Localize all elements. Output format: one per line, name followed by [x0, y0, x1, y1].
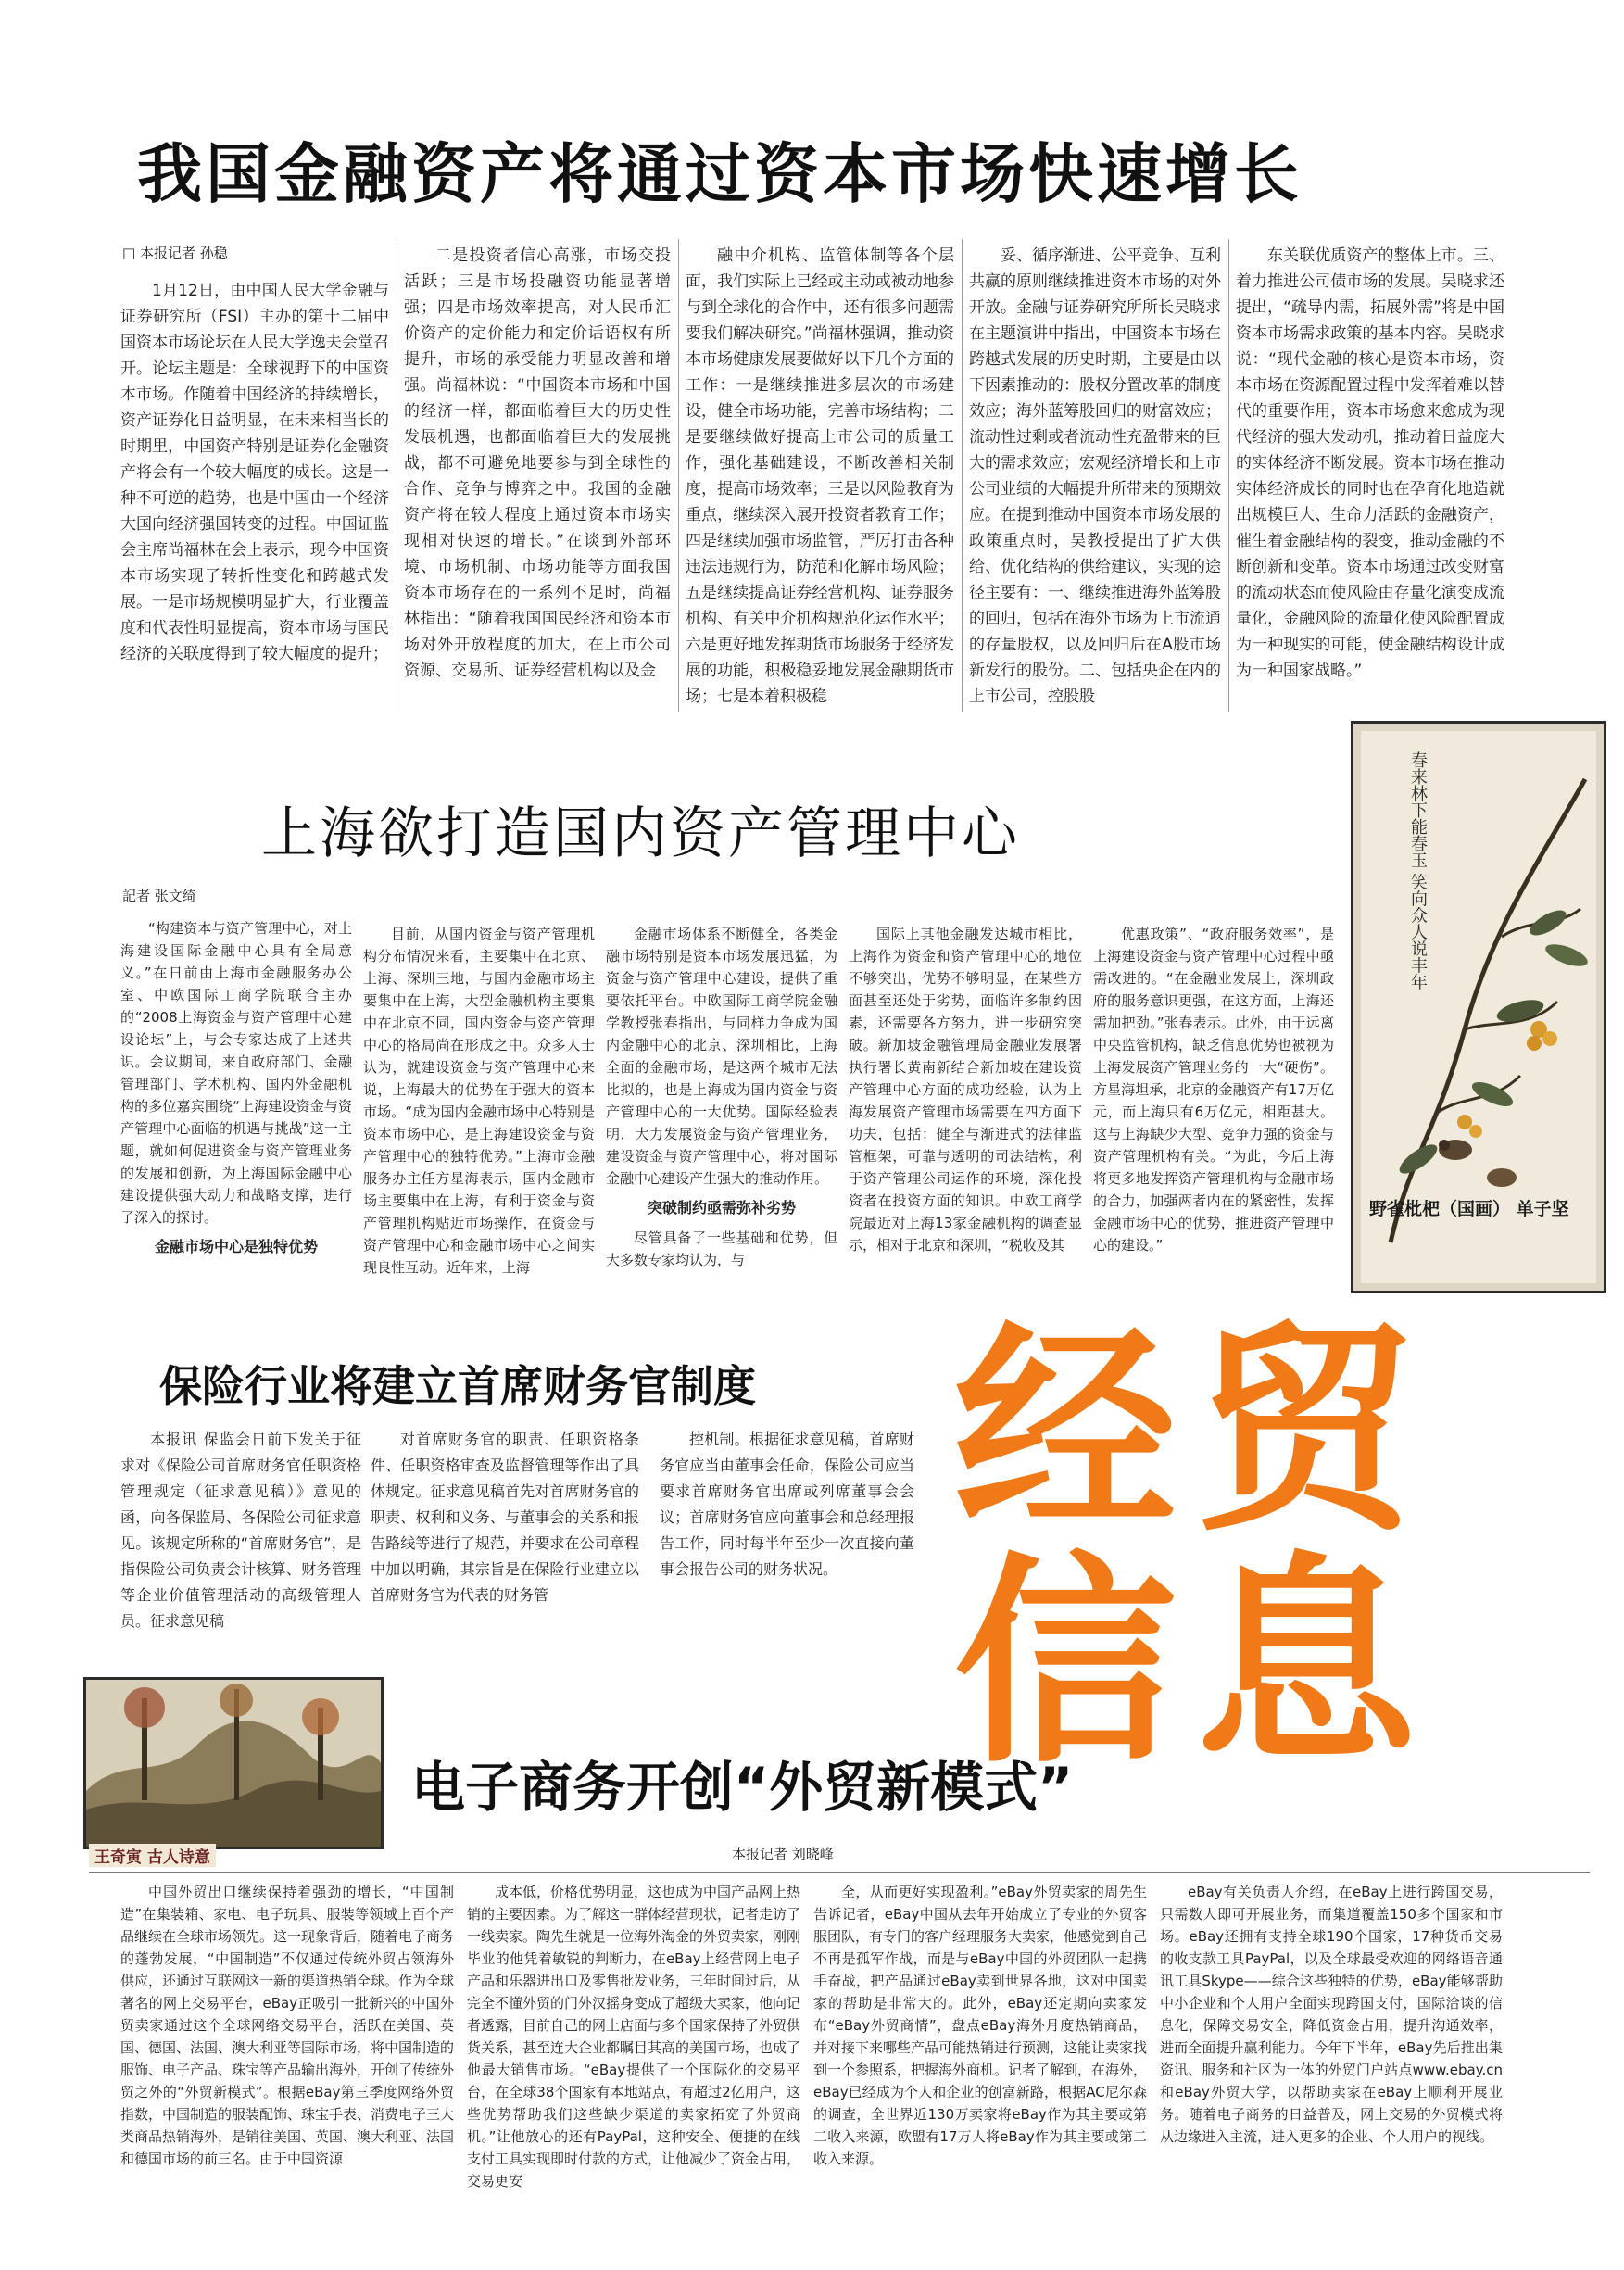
- article2-col-3: [606, 923, 837, 1286]
- article3-col-2-text: 对首席财务官的职责、任职资格条件、任职资格审查及监督管理等作出了具体规定。征求意见稿首先对首席财务官的职责、权利和义务、与董事会的关系和报告路线等进行了规范，并要求在公司章程中加以明确，其宗旨是在保险行业建立以首席财务官为代表的财务管: [371, 1431, 639, 1604]
- article2-subhead-1: 金融市场中心是独特优势: [154, 1238, 318, 1255]
- painting2-caption: 王奇寅 古人诗意: [89, 1844, 216, 1867]
- article2-byline: 記者 张文绮: [122, 888, 196, 904]
- article1-col-1-text: 1月12日，由中国人民大学金融与证券研究所（FSI）主办的第十二届中国资本市场论坛在人民大学逸夫会堂召开。论坛主题是：全球视野下的中国资本市场。作随着中国经济的持续增长，资产证券化日益明显，在未来相当长的时期里，中国资产特别是证券化金融资产将会有一个较大幅度的成长。这是一种不可逆的趋势，也是中国由一个经济大国向经济强国转变的过程。中国证监会主席尚福林在会上表示，现今中国资本市场实现了转折性变化和跨越式发展。一是市场规模明显扩大，行业覆盖度和代表性明显提高，资本市场与国民经济的关联度得到了较大幅度的提升；: [120, 282, 389, 663]
- painting-ancient-poem-art: [86, 1680, 381, 1847]
- article2-col-5-text: 优惠政策”、“政府服务效率”，是上海建设资金与资产管理中心过程中亟需改进的。“在金融业发展上，深圳政府的服务意识更强，在这方面，上海还需加把劲。”张春表示。此外，由于远离中央监管机构，缺乏信息优势也被视为上海发展资产管理业务的一大“硬伤”。方星海坦承，北京的金融资产有17万亿元，而上海只有6万亿元，相距甚大。这与上海缺少大型、竞争力强的资金与资产管理机构有关。“为此，今后上海将更多地发挥资产管理机构与金融市场的合力，加强两者内在的紧密性，发挥金融市场中心的优势，推进资产管理中心的建设。”: [1093, 926, 1334, 1254]
- article1-col-2: [404, 243, 671, 713]
- article3-title: 保险行业将建立首席财务官制度: [159, 1361, 756, 1411]
- article4-byline: 本报记者 刘晓峰: [732, 1846, 834, 1862]
- article2-col-5: [1093, 923, 1334, 1286]
- article4-col-4: [1160, 1881, 1503, 2242]
- article4-col-1-text: 中国外贸出口继续保持着强劲的增长，“中国制造”在集装箱、家电、电子玩具、服装等领域上百个产品继续在全球市场领先。这一现象背后，随着电子商务的蓬勃发展，“中国制造”不仅通过传统外贸占领海外供应，还通过互联网这一新的渠道热销全球。作为全球著名的网上交易平台，eBay正吸引一批新兴的中国外贸卖家通过这个全球网络交易平台，活跃在美国、英国、德国、法国、澳大利亚等国际市场，将中国制造的服饰、电子产品、珠宝等产品输出海外，开创了传统外贸之外的“外贸新模式”。根据eBay第三季度网络外贸指数，中国制造的服装配饰、珠宝手表、消费电子三大类商品热销海外，是销往美国、英国、澳大利亚、法国和德国市场的前三名。由于中国资源: [120, 1884, 454, 2167]
- article1-col-3: [686, 243, 954, 713]
- article2-col-2-text: 目前，从国内资金与资产管理机构分布情况来看，主要集中在北京、上海、深圳三地，与国内金融市场主要集中在上海，大型金融机构主要集中在北京不同，国内资金与资产管理中心的格局尚在形成之中。众多人士认为，就建设资金与资产管理中心来说，上海最大的优势在于强大的资本市场。“成为国内金融市场中心特别是资本市场中心，是上海建设资金与资产管理中心的独特优势。”上海市金融服务办主任方星海表示，国内金融市场主要集中在上海，有利于资金与资产管理机构贴近市场操作，在资金与资产管理中心和金融市场中心之间实现良性互动。近年来，上海: [363, 926, 595, 1276]
- article4-title: 电子商务开创“外贸新模式”: [411, 1756, 1074, 1819]
- article3-col-3-text: 控机制。根据征求意见稿，首席财务官应当由董事会任命，保险公司应当要求首席财务官出席或列席董事会会议；首席财务官应向董事会和总经理报告工作，同时每半年至少一次直接向董事会报告公司的财务状况。: [660, 1431, 914, 1578]
- article4-top-rule: [89, 1872, 1590, 1873]
- article4-col-1: [120, 1881, 454, 2242]
- article3-col-1-text: 本报讯 保监会日前下发关于征求对《保险公司首席财务官任职资格管理规定（征求意见稿）》意见的函，向各保监局、各保险公司征求意见。该规定所称的“首席财务官”，是指保险公司负责会计核算、财务管理等企业价值管理活动的高级管理人员。征求意见稿: [120, 1431, 361, 1630]
- article4-col-2-text: 成本低，价格优势明显，这也成为中国产品网上热销的主要因素。为了解这一群体经营现状，记者走访了一线卖家。陶先生就是一位海外淘金的外贸卖家，刚刚毕业的他凭着敏锐的判断力，在eBay上经营网上电子产品和乐器进出口及零售批发业务，三年时间过后，从完全不懂外贸的门外汉摇身变成了超级大卖家，他向记者透露，目前自己的网上店面与多个国家保持了外贸供货关系，甚至连大企业都瞩目其高的美国市场，也成了他最大销售市场。“eBay提供了一个国际化的交易平台，在全球38个国家有本地站点，有超过2亿用户，这些优势帮助我们这些缺少渠道的卖家拓宽了外贸商机。”让他放心的还有PayPal，这种安全、便捷的在线支付工具实现即时付款的方式，让他减少了资金占用，交易更安: [467, 1884, 800, 2189]
- article2-col-1: [120, 917, 352, 1288]
- article4-col-4-text: eBay有关负责人介绍，在eBay上进行跨国交易，只需数人即可开展业务，而集道覆盖150多个国家和市场。eBay还拥有支持全球190个国家，17种货币交易的收支款工具PayPal，以及全球最受欢迎的网络语音通讯工具Skype——综合这些独特的优势，eBay能够帮助中小企业和个人用户全面实现跨国支付，国际洽谈的信息化，保障交易安全，降低资金占用，提升沟通效率，进而全面提升赢利能力。今年下半年，eBay先后推出集资讯、服务和社区为一体的外贸门户站点www.ebay.cn和eBay外贸大学，以帮助卖家在eBay上顺利开展业务。随着电子商务的日益普及，网上交易的外贸模式将从边缘进入主流，进入更多的企业、个人用户的视线。: [1160, 1884, 1503, 2145]
- painting1-caption: 野雀枇杷（国画） 单子坚: [1369, 1199, 1569, 1219]
- article1-byline: □ 本报记者 孙稳: [122, 245, 228, 261]
- article1-col-4-text: 妥、循序渐进、公平竞争、互利共赢的原则继续推进资本市场的对外开放。金融与证券研究所所长吴晓求在主题演讲中指出，中国资本市场在跨越式发展的历史时期，主要是由以下因素推动的：股权分置改革的制度效应；海外蓝筹股回归的财富效应；流动性过剩或者流动性充盈带来的巨大的需求效应；宏观经济增长和上市公司业绩的大幅提升所带来的预期效应。在提到推动中国资本市场发展的政策重点时，吴教授提出了扩大供给、优化结构的供给建议，实现的途径主要有：一、继续推进海外蓝筹股的回归，包括在海外市场为上市流通的存量股权，以及回归后在A股市场新发行的股份。二、包括央企在内的上市公司，控股股: [969, 246, 1221, 706]
- article2-col-3-tail: 尽管具备了一些基础和优势，但大多数专家均认为，与: [606, 1230, 837, 1268]
- article2-col-2: [363, 923, 595, 1286]
- article4-col-2: [467, 1881, 800, 2242]
- section-label: 经贸信息: [954, 1302, 1436, 1793]
- article4-col-3: [813, 1881, 1147, 2242]
- article2-title: 上海欲打造国内资产管理中心: [261, 801, 1020, 866]
- article1-col-2-text: 二是投资者信心高涨，市场交投活跃；三是市场投融资功能显著增强；四是市场效率提高，对人民币汇价资产的定价能力和定价话语权有所提升，市场的承受能力明显改善和增强。尚福林说：“中国资本市场和中国的经济一样，都面临着巨大的历史性发展机遇，也都面临着巨大的发展挑战，都不可避免地要参与到全球性的合作、竞争与博弈之中。我国的金融资产将在较大程度上通过资本市场实现相对快速的增长。”在谈到外部环境、市场机制、市场功能等方面我国资本市场存在的一系列不足时，尚福林指出：“随着我国国民经济和资本市场对外开放程度的加大，在上市公司资源、交易所、证券经营机构以及金: [404, 246, 671, 680]
- article2-col-4: [849, 923, 1082, 1286]
- article2-col-4-text: 国际上其他金融发达城市相比，上海作为资金和资产管理中心的地位不够突出，优势不够明显，在某些方面甚至还处于劣势，面临许多制约因素，还需要各方努力，进一步研究突破。新加坡金融管理局金融业发展署执行署长黄南新结合新加坡在建设资产管理中心方面的成功经验，认为上海发展资产管理市场需要在四方面下功夫，包括：健全与渐进式的法律监管框架，可靠与透明的司法结构，利于资产管理公司运作的环境，深化投资者在投资方面的知识。中欧工商学院最近对上海13家金融机构的调查显示，相对于北京和深圳，“税收及其: [849, 926, 1082, 1254]
- article1-col-1: [120, 278, 389, 713]
- article1-col-3-text: 融中介机构、监管体制等各个层面，我们实际上已经或主动或被动地参与到全球化的合作中，还有很多问题需要我们解决研究。”尚福林强调，推动资本市场健康发展要做好以下几个方面的工作：一是继续推进多层次的市场建设，健全市场功能，完善市场结构；二是要继续做好提高上市公司的质量工作，强化基础建设，不断改善相关制度，提高市场效率；三是以风险教育为重点，继续深入展开投资者教育工作；四是继续加强市场监管，严厉打击各种违法违规行为，防范和化解市场风险；五是继续提高证券经营机构、证券服务机构、有关中介机构规范化运作水平；六是更好地发挥期货市场服务于经济发展的功能，积极稳妥地发展金融期货市场；七是本着积极稳: [686, 246, 954, 706]
- article4-col-3-text: 全，从而更好实现盈利。”eBay外贸卖家的周先生告诉记者，eBay中国从去年开始成立了专业的外贸客服团队，有专门的客户经理服务大卖家，他感觉到自己不再是孤军作战，而是与eBay中国的外贸团队一起携手奋战，把产品通过eBay卖到世界各地，这对中国卖家的帮助是非常大的。此外，eBay还定期向卖家发布“eBay外贸商情”，盘点eBay海外月度热销商品，并对接下来哪些产品可能热销进行预测，这能让卖家找到一个参照系，把握海外商机。记者了解到，在海外，eBay已经成为个人和企业的创富新路，根据AC尼尔森的调查，全世界近130万卖家将eBay作为其主要或第二收入来源，欧盟有17万人将eBay作为其主要或第二收入来源。: [813, 1884, 1147, 2167]
- column-divider: [678, 239, 679, 712]
- article3-col-3: [660, 1427, 914, 1742]
- painting-inscription: 春来林下能春玉 笑向众人说丰年: [1408, 751, 1428, 990]
- column-divider: [962, 239, 963, 712]
- article3-col-2: [371, 1427, 639, 1742]
- article1-col-5-text: 东关联优质资产的整体上市。三、着力推进公司债市场的发展。吴晓求还提出，“疏导内需，拓展外需”将是中国资本市场需求政策的基本内容。吴晓求说：“现代金融的核心是资本市场，资本市场在资源配置过程中发挥着难以替代的重要作用，资本市场愈来愈成为现代经济的强大发动机，推动着日益庞大的实体经济不断发展。资本市场在推动实体经济成长的同时也在孕育化地造就出规模巨大、生命力活跃的金融资产，催生着金融结构的裂变，推动金融的不断创新和变革。资本市场通过改变财富的流动状态而使风险由存量化演变成流量化，金融风险的流量化使风险配置成为一种现实的可能，使金融结构设计成为一种国家战略。”: [1236, 246, 1504, 680]
- article1-col-4: [969, 243, 1221, 713]
- article2-col-3-text: 金融市场体系不断健全，各类金融市场特别是资本市场发展迅猛，为资金与资产管理中心建设，提供了重要依托平台。中欧国际工商学院金融学教授张春指出，与同样力争成为国内金融中心的北京、深圳相比，上海全面的金融市场，是这两个城市无法比拟的，也是上海成为国内资金与资产管理中心的一大优势。国际经验表明，大力发展资金与资产管理业务，建设资金与资产管理中心，将对国际金融中心建设产生强大的推动作用。: [606, 926, 837, 1187]
- article1-col-5: [1236, 243, 1504, 713]
- article1-title: 我国金融资产将通过资本市场快速增长: [137, 136, 1303, 212]
- column-divider: [1228, 239, 1229, 712]
- article2-subhead-2: 突破制约亟需弥补劣势: [647, 1199, 796, 1217]
- article2-col-1-text: “构建资本与资产管理中心，对上海建设国际金融中心具有全局意义。”在日前由上海市金融服务办公室、中欧国际工商学院联合主办的“2008上海资金与资产管理中心建设论坛”上，与会专家达成了上述共识。会议期间，来自政府部门、金融管理部门、学术机构、国内外金融机构的多位嘉宾围绕“上海建设资金与资产管理中心面临的机遇与挑战”这一主题，就如何促进资金与资产管理业务的发展和创新，为上海国际金融中心建设提供强大动力和战略支撑，进行了深入的探讨。: [120, 920, 352, 1226]
- painting-ancient-poem: [83, 1677, 384, 1849]
